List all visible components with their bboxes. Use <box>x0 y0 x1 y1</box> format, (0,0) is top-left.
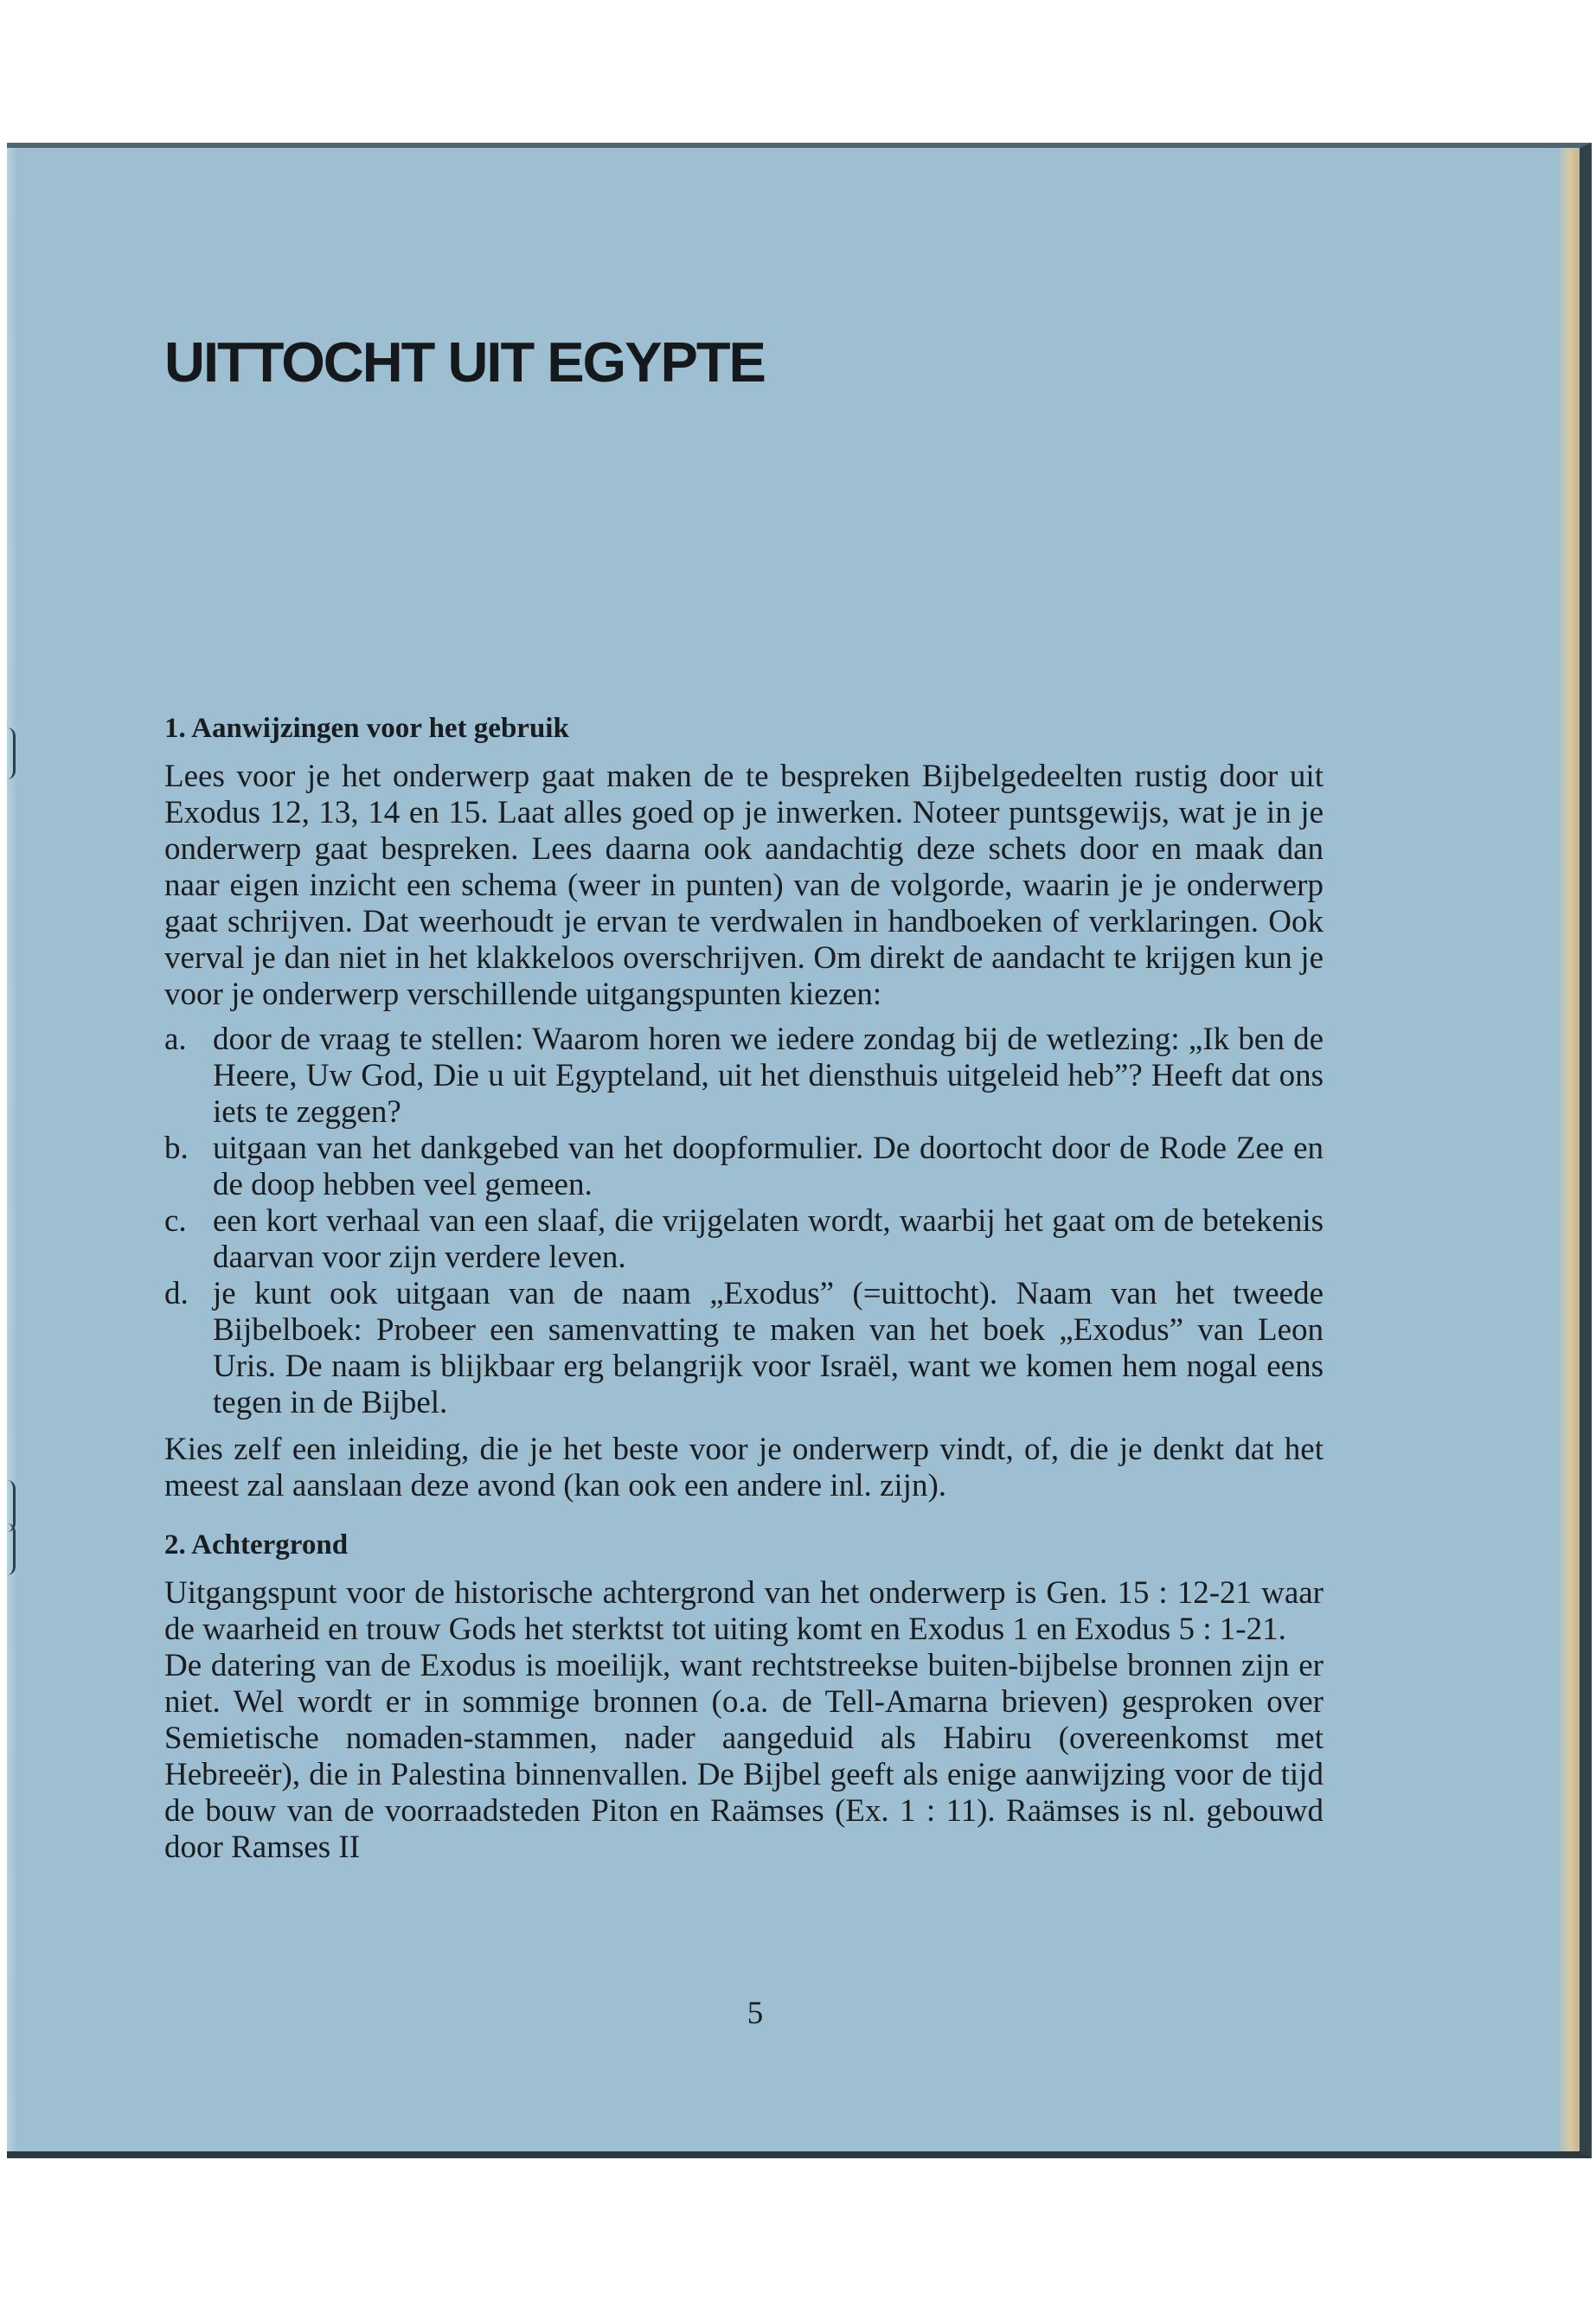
options-list <box>164 1022 1324 1421</box>
body-text <box>164 710 1324 1866</box>
page-edge <box>1557 148 1580 2151</box>
list-item-text: uitgaan van het dankgebed van het doopformulier. De doortocht door de Rode Zee en de doop hebben veel gemeen. <box>213 1131 1324 1202</box>
page-title: UITTOCHT UIT EGYPTE <box>164 330 765 394</box>
section-2-paragraph-1: Uitgangspunt voor de historische achtergrond van het onderwerp is Gen. 15 : 12-21 waar de waarheid en trouw Gods het sterktst tot uiting komt en Exodus 1 en Exodus 5 : 1-21. <box>164 1575 1324 1647</box>
section-heading-1: 1. Aanwijzingen voor het gebruik <box>164 713 569 744</box>
margin-bracket-mark <box>7 1523 16 1575</box>
list-item-letter: c. <box>164 1203 187 1239</box>
section-1-closing: Kies zelf een inleiding, die je het beste voor je onderwerp vindt, of, die je denkt dat het meest zal aanslaan deze avond (kan ook een andere inl. zijn). <box>164 1432 1324 1503</box>
list-item-text: een kort verhaal van een slaaf, die vrijgelaten wordt, waarbij het gaat om de betekenis daarvan voor zijn verdere leven. <box>213 1203 1324 1275</box>
section-heading-2: 2. Achtergrond <box>164 1529 349 1561</box>
list-item <box>164 1022 1324 1131</box>
list-item-text: door de vraag te stellen: Waarom horen we iedere zondag bij de wetlezing: „Ik ben de Heere, Uw God, Die u uit Egypteland, uit het diensthuis uitgeleid heb”? Heeft dat ons iets te zeggen? <box>213 1022 1324 1130</box>
scanned-page <box>7 143 1592 2158</box>
list-item <box>164 1131 1324 1203</box>
list-item-text: je kunt ook uitgaan van de naam „Exodus” (=uittocht). Naam van het tweede Bijbelboek: Probeer een samenvatting te maken van het boek „Exodus” van Leon Uris. De naam is blijkbaar erg belangrijk voor Israël, want we komen hem nogal eens tegen in de Bijbel. <box>213 1276 1324 1420</box>
list-item-letter: d. <box>164 1276 189 1311</box>
list-item-letter: a. <box>164 1022 187 1057</box>
list-item-letter: b. <box>164 1131 189 1166</box>
margin-bracket-mark <box>7 727 16 779</box>
section-2-paragraph-2: De datering van de Exodus is moeilijk, want rechtstreekse buiten-bijbelse bronnen zijn er niet. Wel wordt er in sommige bronnen (o.a. de Tell-Amarna brieven) gesproken over Semietische nomaden-stammen, nader aangeduid als Habiru (overeenkomst met Hebreeër), die in Palestina binnenvallen. De Bijbel geeft als enige aanwijzing voor de tijd de bouw van de voorraadsteden Piton en Raämses (Ex. 1 : 11). Raämses is nl. gebouwd door Ramses II <box>164 1648 1324 1865</box>
section-1-intro: Lees voor je het onderwerp gaat maken de te bespreken Bijbelgedeelten rustig door uit Exodus 12, 13, 14 en 15. Laat alles goed op je inwerken. Noteer puntsgewijs, wat je in je onderwerp gaat bespreken. Lees daarna ook aandachtig deze schets door en maak dan naar eigen inzicht een schema (weer in punten) van de volgorde, waarin je je onderwerp gaat schrijven. Dat weerhoudt je ervan te verdwalen in handboeken of verklaringen. Ook verval je dan niet in het klakkeloos overschrijven. Om direkt de aandacht te krijgen kun je voor je onderwerp verschillende uitgangspunten kiezen: <box>164 759 1324 1012</box>
list-item <box>164 1203 1324 1276</box>
list-item <box>164 1276 1324 1421</box>
page-number: 5 <box>747 1996 764 2031</box>
